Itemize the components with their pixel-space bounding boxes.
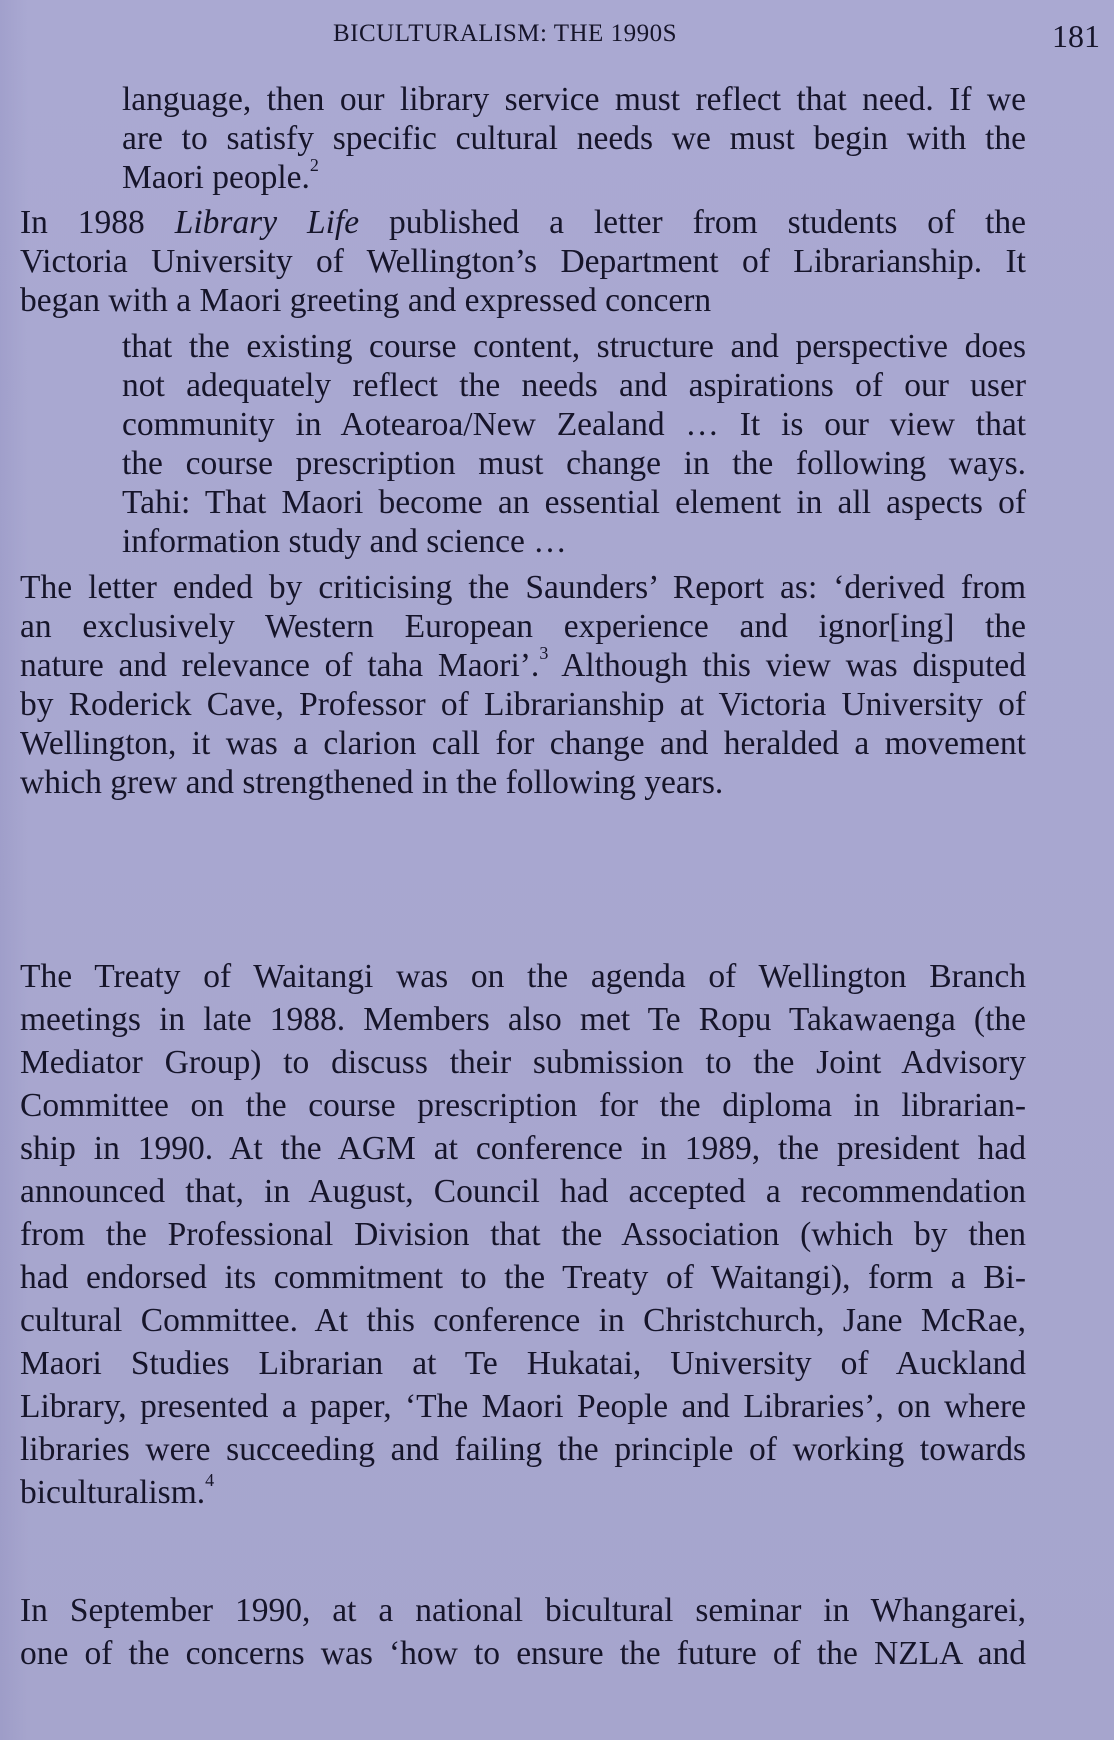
publication-title: Library Life [174, 204, 360, 241]
paragraph-line: The letter ended by criticising the Saunders’ Report as: ‘derived from [20, 569, 1026, 606]
quote-line: that the existing course content, structure and perspective does [122, 328, 1026, 365]
paragraph-line: In September 1990, at a national bicultural seminar in Whangarei, [20, 1592, 1026, 1629]
running-header [0, 18, 1114, 54]
paragraph-line: Library, presented a paper, ‘The Maori People and Libraries’, on where [20, 1388, 1026, 1425]
quote-line: Tahi: That Maori become an essential element in all aspects of [122, 484, 1026, 521]
paragraph-line: one of the concerns was ‘how to ensure the future of the NZLA and [20, 1635, 1026, 1672]
paragraph-text: In 1988 [20, 204, 175, 241]
paragraph-line: Maori Studies Librarian at Te Hukatai, University of Auckland [20, 1345, 1026, 1382]
paragraph-line: Victoria University of Wellington’s Department of Librarianship. It [20, 243, 1026, 280]
paragraph-line [20, 203, 1026, 243]
paragraph-line: had endorsed its commitment to the Treaty of Waitangi), form a Bi- [20, 1259, 1026, 1296]
quote-line: language, then our library service must reflect that need. If we [122, 81, 1026, 118]
paragraph-line: by Roderick Cave, Professor of Librarianship at Victoria University of [20, 686, 1026, 723]
paragraph-line: cultural Committee. At this conference in Christchurch, Jane McRae, [20, 1302, 1026, 1339]
quote-line: not adequately reflect the needs and aspirations of our user [122, 367, 1026, 404]
paragraph-line [20, 643, 1026, 686]
paragraph-line [20, 1470, 1026, 1513]
paragraph-line: from the Professional Division that the Association (which by then [20, 1216, 1026, 1253]
paragraph-line: Mediator Group) to discuss their submission to the Joint Advisory [20, 1044, 1026, 1081]
paragraph-text: biculturalism. [20, 1474, 206, 1511]
paragraph-line: Committee on the course prescription for the diploma in librarian- [20, 1087, 1026, 1124]
paragraph-line: ship in 1990. At the AGM at conference in 1989, the president had [20, 1130, 1026, 1167]
quote-line [122, 155, 1026, 198]
quote-line: community in Aotearoa/New Zealand … It is our view that [122, 406, 1026, 443]
page-number: 181 [1052, 18, 1100, 54]
paragraph-line: The Treaty of Waitangi was on the agenda of Wellington Branch [20, 958, 1026, 995]
footnote-marker: 4 [205, 1470, 215, 1490]
footnote-marker: 2 [309, 155, 319, 175]
paragraph-line: meetings in late 1988. Members also met Te Ropu Takawaenga (the [20, 1001, 1026, 1038]
paragraph-line: libraries were succeeding and failing the principle of working towards [20, 1431, 1026, 1468]
quote-line: the course prescription must change in the following ways. [122, 445, 1026, 482]
paragraph-line: which grew and strengthened in the following years. [20, 764, 724, 801]
paragraph-line: an exclusively Western European experience and ignor[ing] the [20, 608, 1026, 645]
paragraph-line: Wellington, it was a clarion call for change and heralded a movement [20, 725, 1026, 762]
paragraph-text: Although this view was disputed [548, 647, 1026, 684]
quote-line: information study and science … [122, 523, 567, 560]
running-title: BICULTURALISM: THE 1990S [333, 20, 677, 47]
paragraph-line: announced that, in August, Council had accepted a recommendation [20, 1173, 1026, 1210]
footnote-marker: 3 [539, 643, 549, 663]
paragraph-text: nature and relevance of taha Maori’. [20, 647, 540, 684]
quote-text: Maori people. [122, 159, 310, 196]
paragraph-line: began with a Maori greeting and expressed concern [20, 282, 712, 319]
paragraph-text: published a letter from students of the [359, 204, 1027, 241]
quote-line: are to satisfy specific cultural needs we must begin with the [122, 120, 1026, 157]
